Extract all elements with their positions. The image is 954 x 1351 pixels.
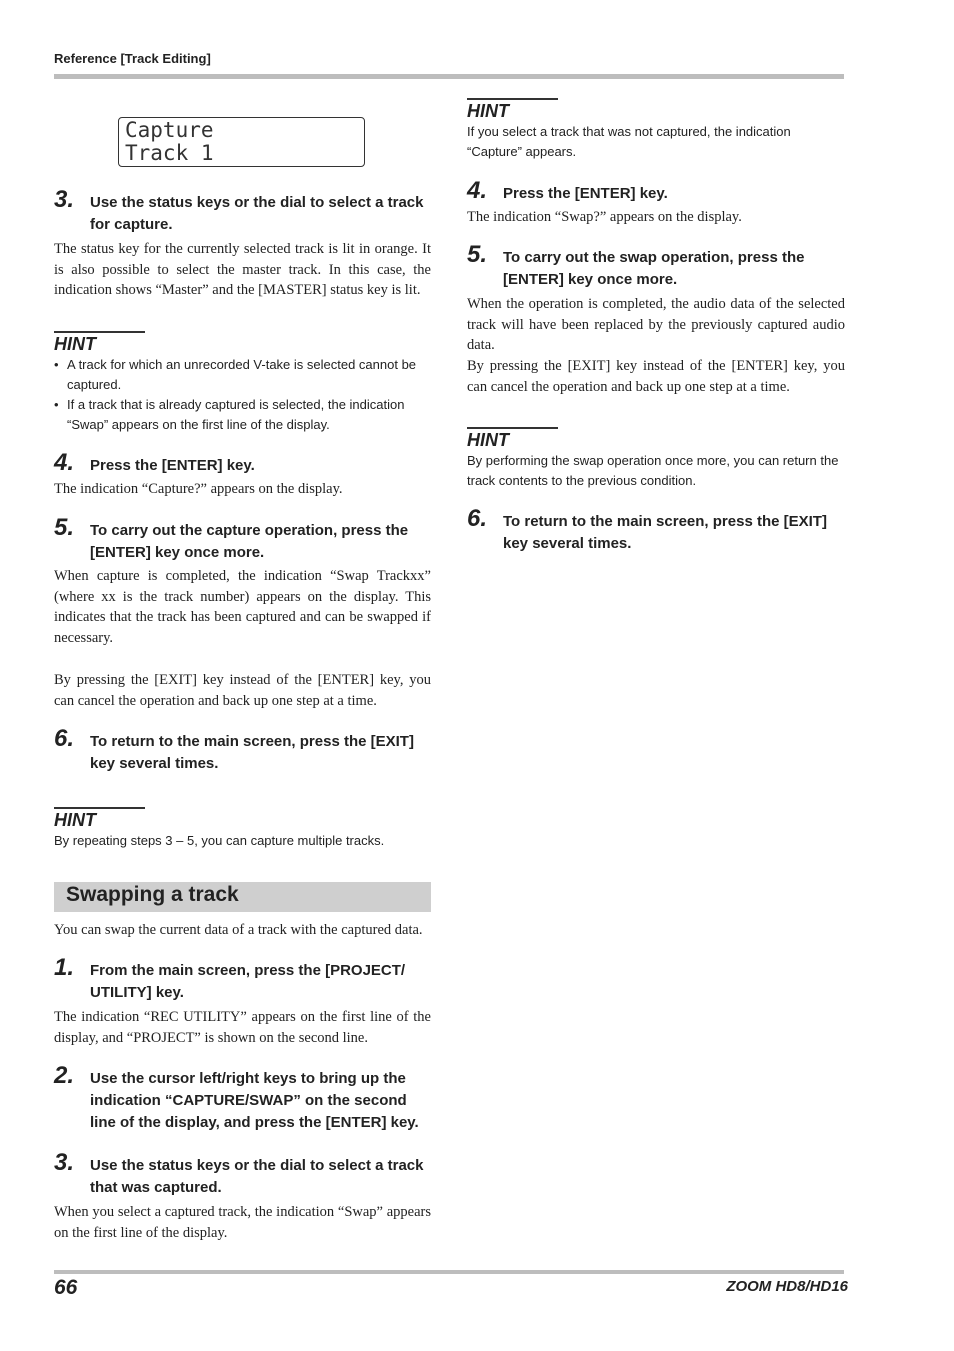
step-number: 3. (54, 1149, 75, 1176)
hint-title: HINT (467, 429, 509, 450)
running-header: Reference [Track Editing] (54, 51, 211, 66)
lcd-display (118, 117, 365, 167)
swap-step-1-body: The indication “REC UTILITY” appears on the first line of the display, and “PROJECT” is shown on the second line. (54, 1009, 431, 1046)
step-5-body-2: By pressing the [EXIT] key instead of the [ENTER] key, you can cancel the operation and back up one step at a time. (54, 672, 431, 709)
step-6-capture (54, 725, 431, 775)
hint-title: HINT (54, 809, 96, 830)
hint-text: By performing the swap operation once more, you can return the track contents to the previous condition. (467, 452, 839, 488)
step-instruction: To return to the main screen, press the [EXIT] key several times. (90, 733, 414, 772)
step-number: 6. (467, 505, 488, 532)
step-number: 6. (54, 725, 75, 752)
swap-step-4-body: The indication “Swap?” appears on the display. (467, 209, 742, 225)
top-rule (54, 74, 844, 79)
step-4-capture (54, 449, 431, 477)
step-3-capture (54, 186, 431, 236)
swap-step-3-body: When you select a captured track, the indication “Swap” appears on the first line of the display. (54, 1204, 431, 1241)
hint-title: HINT (54, 333, 96, 354)
step-3-swap (54, 1149, 431, 1199)
swap-step-5-body-2: By pressing the [EXIT] key instead of the [ENTER] key, you can cancel the operation and back up one step at a time. (467, 358, 845, 395)
hint-bullet: • A track for which an unrecorded V-take is selected cannot be captured. (54, 355, 431, 395)
step-number: 5. (54, 514, 75, 541)
step-5-swap (467, 241, 845, 291)
step-number: 3. (54, 186, 75, 213)
hint-title: HINT (467, 100, 509, 121)
step-number: 4. (54, 449, 75, 476)
step-4-swap (467, 177, 845, 205)
step-instruction: To carry out the capture operation, press the [ENTER] key once more. (90, 522, 409, 561)
hint-box-1 (54, 331, 431, 435)
hint-text: By repeating steps 3 – 5, you can capture multiple tracks. (54, 832, 385, 848)
step-instruction: Use the status keys or the dial to select a track that was captured. (90, 1157, 424, 1196)
step-instruction: Use the cursor left/right keys to bring up the indication “CAPTURE/SWAP” on the second line of the display, and press the [ENTER] key. (90, 1070, 419, 1131)
step-number: 5. (467, 241, 488, 268)
hint-bullet: • If a track that is already captured is selected, the indication “Swap” appears on the first line of the display. (54, 395, 431, 435)
swap-step-5-body-1: When the operation is completed, the audio data of the selected track will have been replaced by the previously captured audio data. (467, 296, 845, 354)
hint-box-3 (467, 98, 845, 162)
step-number: 2. (54, 1062, 75, 1089)
lcd-line-1: Capture (125, 118, 214, 142)
step-number: 1. (54, 954, 75, 981)
page-number: 66 (54, 1276, 78, 1299)
step-6-swap (467, 505, 845, 555)
step-number: 4. (467, 177, 488, 204)
step-4-body: The indication “Capture?” appears on the display. (54, 481, 343, 497)
step-3-body: The status key for the currently selected track is lit in orange. It is also possible to select the master track. In this case, the indication shows “Master” and the [MASTER] status key is lit. (54, 241, 431, 299)
hint-box-2 (54, 807, 431, 851)
step-instruction: Use the status keys or the dial to select a track for capture. (90, 194, 424, 233)
step-1-swap (54, 954, 431, 1004)
hint-text: If you select a track that was not captured, the indication “Capture” appears. (467, 123, 791, 159)
step-2-swap (54, 1062, 431, 1134)
step-5-body-1: When capture is completed, the indication “Swap Trackxx” (where xx is the track number) appears on the display. This indicates that the track has been captured and can be swapped if necessary. (54, 568, 431, 647)
bottom-rule (54, 1270, 844, 1274)
step-instruction: To return to the main screen, press the [EXIT] key several times. (503, 513, 827, 552)
lcd-line-2: Track 1 (125, 141, 214, 165)
step-instruction: Press the [ENTER] key. (90, 457, 255, 474)
step-instruction: From the main screen, press the [PROJECT/ UTILITY] key. (90, 962, 406, 1001)
step-5-capture (54, 514, 431, 564)
product-name: ZOOM HD8/HD16 (726, 1278, 848, 1295)
section-intro: You can swap the current data of a track with the captured data. (54, 922, 423, 938)
section-title: Swapping a track (66, 883, 239, 906)
section-header-swapping (54, 882, 431, 912)
step-instruction: To carry out the swap operation, press the [ENTER] key once more. (503, 249, 805, 288)
hint-box-4 (467, 427, 845, 491)
step-instruction: Press the [ENTER] key. (503, 185, 668, 202)
